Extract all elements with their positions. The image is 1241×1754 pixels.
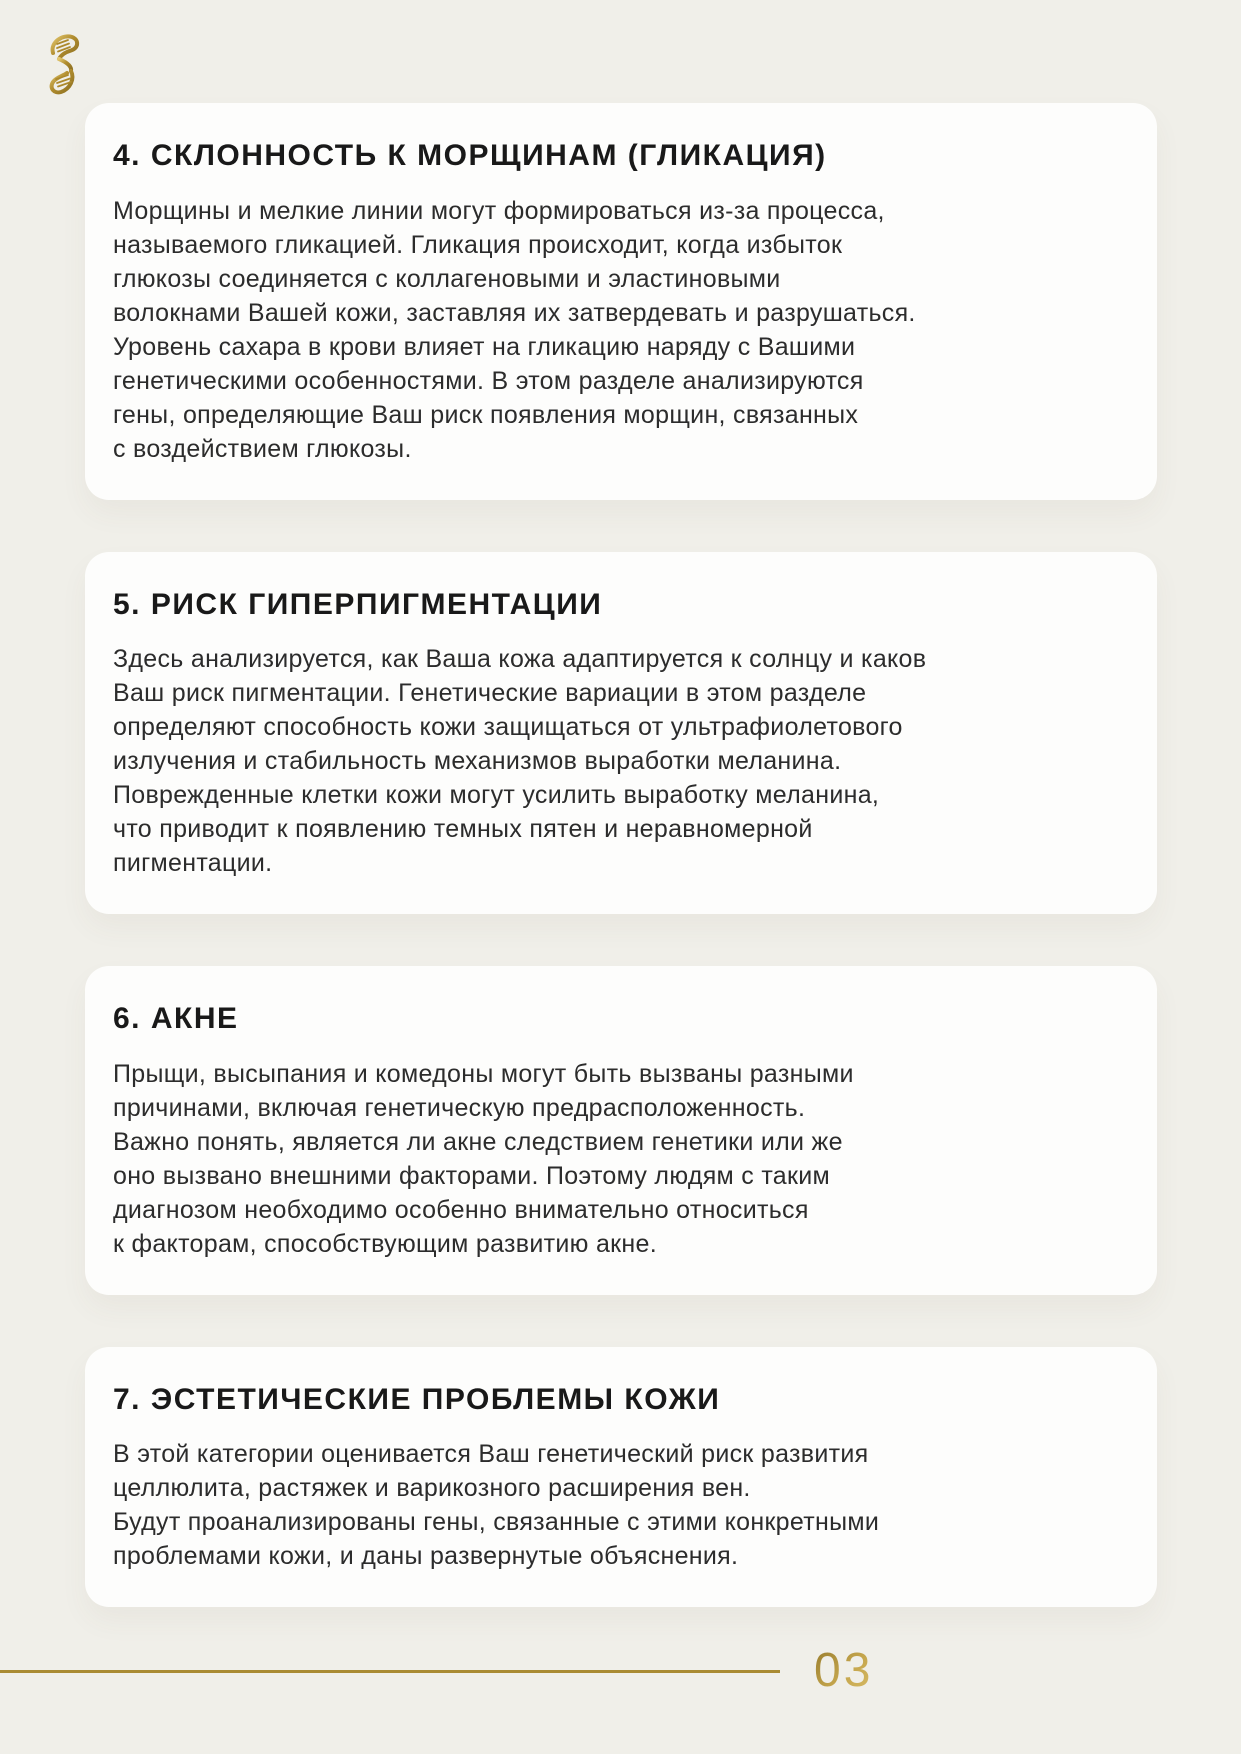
section-card-acne xyxy=(85,966,1157,1295)
page-number: 03 xyxy=(814,1644,874,1697)
section-heading: 4. СКЛОННОСТЬ К МОРЩИНАМ (ГЛИКАЦИЯ) xyxy=(113,139,827,172)
section-card-aesthetic-skin-problems xyxy=(85,1347,1157,1608)
section-card-wrinkles-glycation xyxy=(85,103,1157,500)
section-heading: 7. ЭСТЕТИЧЕСКИЕ ПРОБЛЕМЫ КОЖИ xyxy=(113,1382,721,1416)
section-body-text: Здесь анализируется, как Ваша кожа адаптируется к солнцу и каков Ваш риск пигментации. Генетические вариации в этом разделе определяют способность кожи защищаться от ультрафиолетового излучения и стабильность механизмов выработки меланина. Поврежденные клетки кожи могут усилить выработку меланина, что приводит к появлению темных пятен и неравномерной пигментации. xyxy=(113,645,927,877)
section-heading: 6. АКНЕ xyxy=(113,1002,239,1035)
section-card-hyperpigmentation-risk xyxy=(85,552,1157,915)
footer-gold-divider xyxy=(0,1670,780,1673)
report-sections xyxy=(85,103,1157,1659)
section-body-text: В этой категории оценивается Ваш генетический риск развития целлюлита, растяжек и варикозного расширения вен. Будут проанализированы гены, связанные с этими конкретными проблемами кожи, и даны развернутые объяснения. xyxy=(113,1440,880,1570)
section-body-text: Прыщи, высыпания и комедоны могут быть вызваны разными причинами, включая генетическую предрасположенность. Важно понять, является ли акне следствием генетики или же оно вызвано внешними факторами. Поэтому людям с таким диагнозом необходимо особенно внимательно относиться к факторам, способствующим развитию акне. xyxy=(113,1059,854,1258)
section-heading: 5. РИСК ГИПЕРПИГМЕНТАЦИИ xyxy=(113,587,603,621)
section-body-text: Морщины и мелкие линии могут формироваться из-за процесса, называемого гликацией. Гликация происходит, когда избыток глюкозы соединяется с коллагеновыми и эластиновыми волокнами Вашей кожи, заставляя их затвердевать и разрушаться. Уровень сахара в крови влияет на гликацию наряду с Вашими генетическими особенностями. В этом разделе анализируются гены, определяющие Ваш риск появления морщин, связанных с воздействием глюкозы. xyxy=(113,196,916,463)
dna-helix-logo-icon xyxy=(46,32,84,96)
